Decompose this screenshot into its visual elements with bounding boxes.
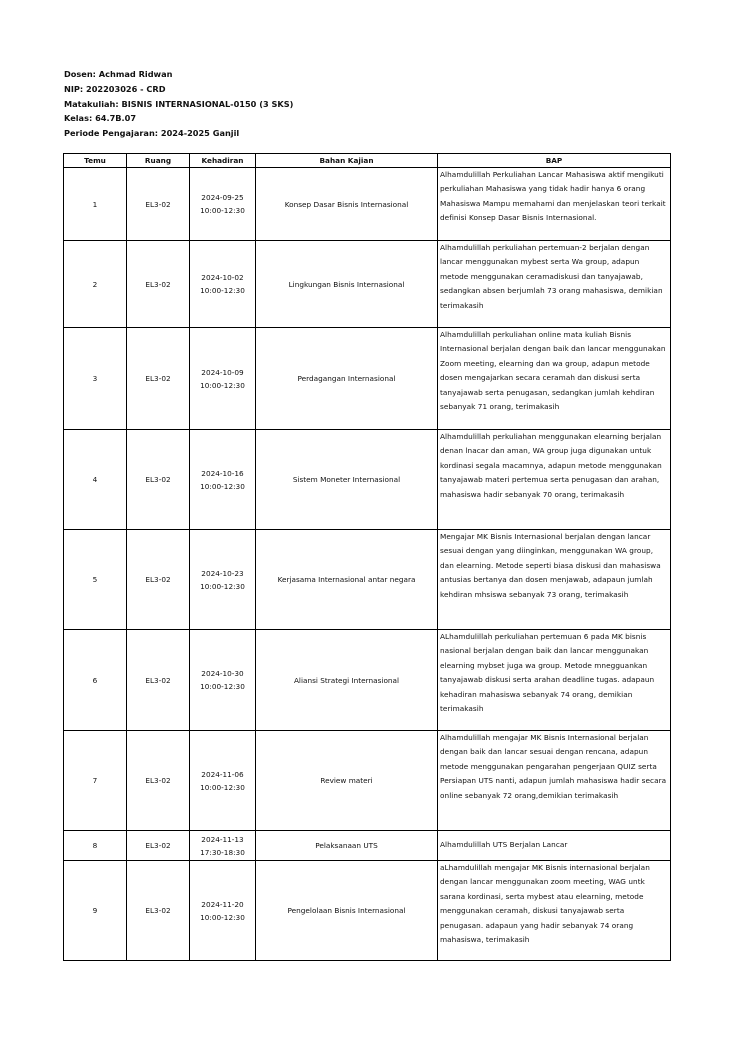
kehadiran-time: 10:00-12:30 xyxy=(200,682,245,691)
nip-label: NIP: 202203026 - CRD xyxy=(64,83,166,94)
ruang-cell: EL3-02 xyxy=(127,430,190,530)
ruang-cell: EL3-02 xyxy=(127,168,190,241)
kehadiran-cell xyxy=(190,530,256,630)
bap-cell: Alhamdulillah UTS Berjalan Lancar xyxy=(438,831,671,861)
document-header xyxy=(64,67,293,141)
matakuliah-label: Matakuliah: BISNIS INTERNASIONAL-0150 (3 SKS) xyxy=(64,98,294,109)
bap-cell: Mengajar MK Bisnis Internasional berjalan dengan lancar sesuai dengan yang diinginkan, menggunakan WA group, dan elearning. Metode seperti biasa diskusi dan mahasiswa antusias bertanya dan dosen menjawab, adapaun jumlah kehdiran mhsiswa sebanyak 73 orang, terimakasih xyxy=(438,530,671,630)
column-header-kehadiran: Kehadiran xyxy=(190,154,256,168)
kehadiran-cell xyxy=(190,430,256,530)
bahan-kajian-cell: Pelaksanaan UTS xyxy=(256,831,438,861)
table-row xyxy=(64,530,671,630)
kehadiran-time: 10:00-12:30 xyxy=(200,380,245,390)
attendance-table xyxy=(63,153,671,961)
kehadiran-cell xyxy=(190,168,256,241)
table-row xyxy=(64,731,671,831)
bap-cell: Alhamdulillah Perkuliahan Lancar Mahasiswa aktif mengikuti perkuliahan Mahasiswa yang tidak hadir hanya 6 orang Mahasiswa Mampu memahami dan menjelaskan teori terkait definisi Konsep Dasar Bisnis Internasional. xyxy=(438,168,671,241)
column-header-bap: BAP xyxy=(438,154,671,168)
column-header-ruang: Ruang xyxy=(127,154,190,168)
kehadiran-cell xyxy=(190,861,256,961)
bahan-kajian-cell: Perdagangan Internasional xyxy=(256,328,438,430)
temu-cell: 8 xyxy=(64,831,127,861)
bahan-kajian-cell: Kerjasama Internasional antar negara xyxy=(256,530,438,630)
kehadiran-date: 2024-10-30 xyxy=(201,669,244,678)
bahan-kajian-cell: Konsep Dasar Bisnis Internasional xyxy=(256,168,438,241)
temu-cell: 7 xyxy=(64,731,127,831)
kehadiran-time: 10:00-12:30 xyxy=(200,581,245,591)
bap-cell: ALhamdulillah perkuliahan pertemuan 6 pada MK bisnis nasional berjalan dengan baik dan lancar menggunakan elearning mybset juga wa group. Metode mnegguankan tanyajawab diskusi serta arahan deadline tugas. adapaun kehadiran mahasiswa sebanyak 74 orang, demikian terimakasih xyxy=(438,630,671,731)
kehadiran-time: 17:30-18:30 xyxy=(200,847,245,857)
bap-cell: Alhamdulillah perkuliahan pertemuan-2 berjalan dengan lancar menggunakan mybest serta Wa group, adapun metode menggunakan ceramadiskusi dan tanyajawab, sedangkan absen berjumlah 73 orang mahasiswa, demikian terimakasih xyxy=(438,241,671,328)
periode-label: Periode Pengajaran: 2024-2025 Ganjil xyxy=(64,128,240,139)
bap-cell: aLhamdulillah mengajar MK Bisnis internasional berjalan dengan lancar menggunakan zoom meeting, WAG untk sarana kordinasi, serta mybest atau elearning, metode menggunakan ceramah, diskusi tanyajawab serta penugasan. adapaun yang hadir sebanyak 74 orang mahasiswa, terimakasih xyxy=(438,861,671,961)
ruang-cell: EL3-02 xyxy=(127,530,190,630)
kehadiran-date: 2024-09-25 xyxy=(201,193,244,202)
kehadiran-cell xyxy=(190,831,256,861)
table-row xyxy=(64,430,671,530)
kehadiran-cell xyxy=(190,630,256,731)
table-row xyxy=(64,861,671,961)
bap-cell: Alhamdulillah perkuliahan online mata kuliah Bisnis Internasional berjalan dengan baik dan lancar menggunakan Zoom meeting, elearning dan wa group, adapun metode dosen mengajarkan secara ceramah dan diskusi serta tanyajawab serta penugasan, sedangkan jumlah kehdiran sebanyak 71 orang, terimakasih xyxy=(438,328,671,430)
bap-cell: Alhamdulillah perkuliahan menggunakan elearning berjalan denan lnacar dan aman, WA group juga digunakan untuk kordinasi segala macamnya, adapun metode menggunakan tanyajawab materi pertemua serta penugasan dan arahan, mahasiswa hadir sebanyak 70 orang, terimakasih xyxy=(438,430,671,530)
kehadiran-cell xyxy=(190,328,256,430)
kehadiran-cell xyxy=(190,731,256,831)
dosen-label: Dosen: Achmad Ridwan xyxy=(64,69,173,79)
kehadiran-time: 10:00-12:30 xyxy=(200,782,245,792)
kehadiran-date: 2024-10-09 xyxy=(201,367,244,377)
kelas-label: Kelas: 64.7B.07 xyxy=(64,113,137,124)
table-body xyxy=(64,168,671,961)
kehadiran-date: 2024-10-02 xyxy=(201,273,244,282)
bap-cell: Alhamdulillah mengajar MK Bisnis Internasional berjalan dengan baik dan lancar sesuai dengan rencana, adapun metode menggunakan pengarahan pengerjaan QUIZ serta Persiapan UTS nanti, adapun jumlah mahasiswa hadir secara online sebanyak 72 orang,demikian terimakasih xyxy=(438,731,671,831)
table-row xyxy=(64,241,671,328)
temu-cell: 3 xyxy=(64,328,127,430)
ruang-cell: EL3-02 xyxy=(127,831,190,861)
ruang-cell: EL3-02 xyxy=(127,328,190,430)
kehadiran-date: 2024-10-16 xyxy=(201,468,244,478)
temu-cell: 4 xyxy=(64,430,127,530)
ruang-cell: EL3-02 xyxy=(127,731,190,831)
ruang-cell: EL3-02 xyxy=(127,630,190,731)
temu-cell: 2 xyxy=(64,241,127,328)
temu-cell: 1 xyxy=(64,168,127,241)
column-header-temu: Temu xyxy=(64,154,127,168)
kehadiran-cell xyxy=(190,241,256,328)
kehadiran-date: 2024-11-13 xyxy=(201,834,244,844)
kehadiran-date: 2024-11-20 xyxy=(201,899,244,909)
table-row xyxy=(64,630,671,731)
bahan-kajian-cell: Aliansi Strategi Internasional xyxy=(256,630,438,731)
bahan-kajian-cell: Review materi xyxy=(256,731,438,831)
bahan-kajian-cell: Lingkungan Bisnis Internasional xyxy=(256,241,438,328)
ruang-cell: EL3-02 xyxy=(127,241,190,328)
kehadiran-date: 2024-10-23 xyxy=(201,568,244,578)
temu-cell: 6 xyxy=(64,630,127,731)
kehadiran-date: 2024-11-06 xyxy=(201,769,244,779)
column-header-bahan-kajian: Bahan Kajian xyxy=(256,154,438,168)
table-row xyxy=(64,831,671,861)
ruang-cell: EL3-02 xyxy=(127,861,190,961)
kehadiran-time: 10:00-12:30 xyxy=(200,912,245,922)
kehadiran-time: 10:00-12:30 xyxy=(200,286,245,295)
table-header-row xyxy=(64,154,671,168)
bahan-kajian-cell: Sistem Moneter Internasional xyxy=(256,430,438,530)
table-row xyxy=(64,168,671,241)
kehadiran-time: 10:00-12:30 xyxy=(200,481,245,491)
temu-cell: 9 xyxy=(64,861,127,961)
kehadiran-time: 10:00-12:30 xyxy=(200,206,245,215)
table-row xyxy=(64,328,671,430)
bahan-kajian-cell: Pengelolaan Bisnis Internasional xyxy=(256,861,438,961)
temu-cell: 5 xyxy=(64,530,127,630)
